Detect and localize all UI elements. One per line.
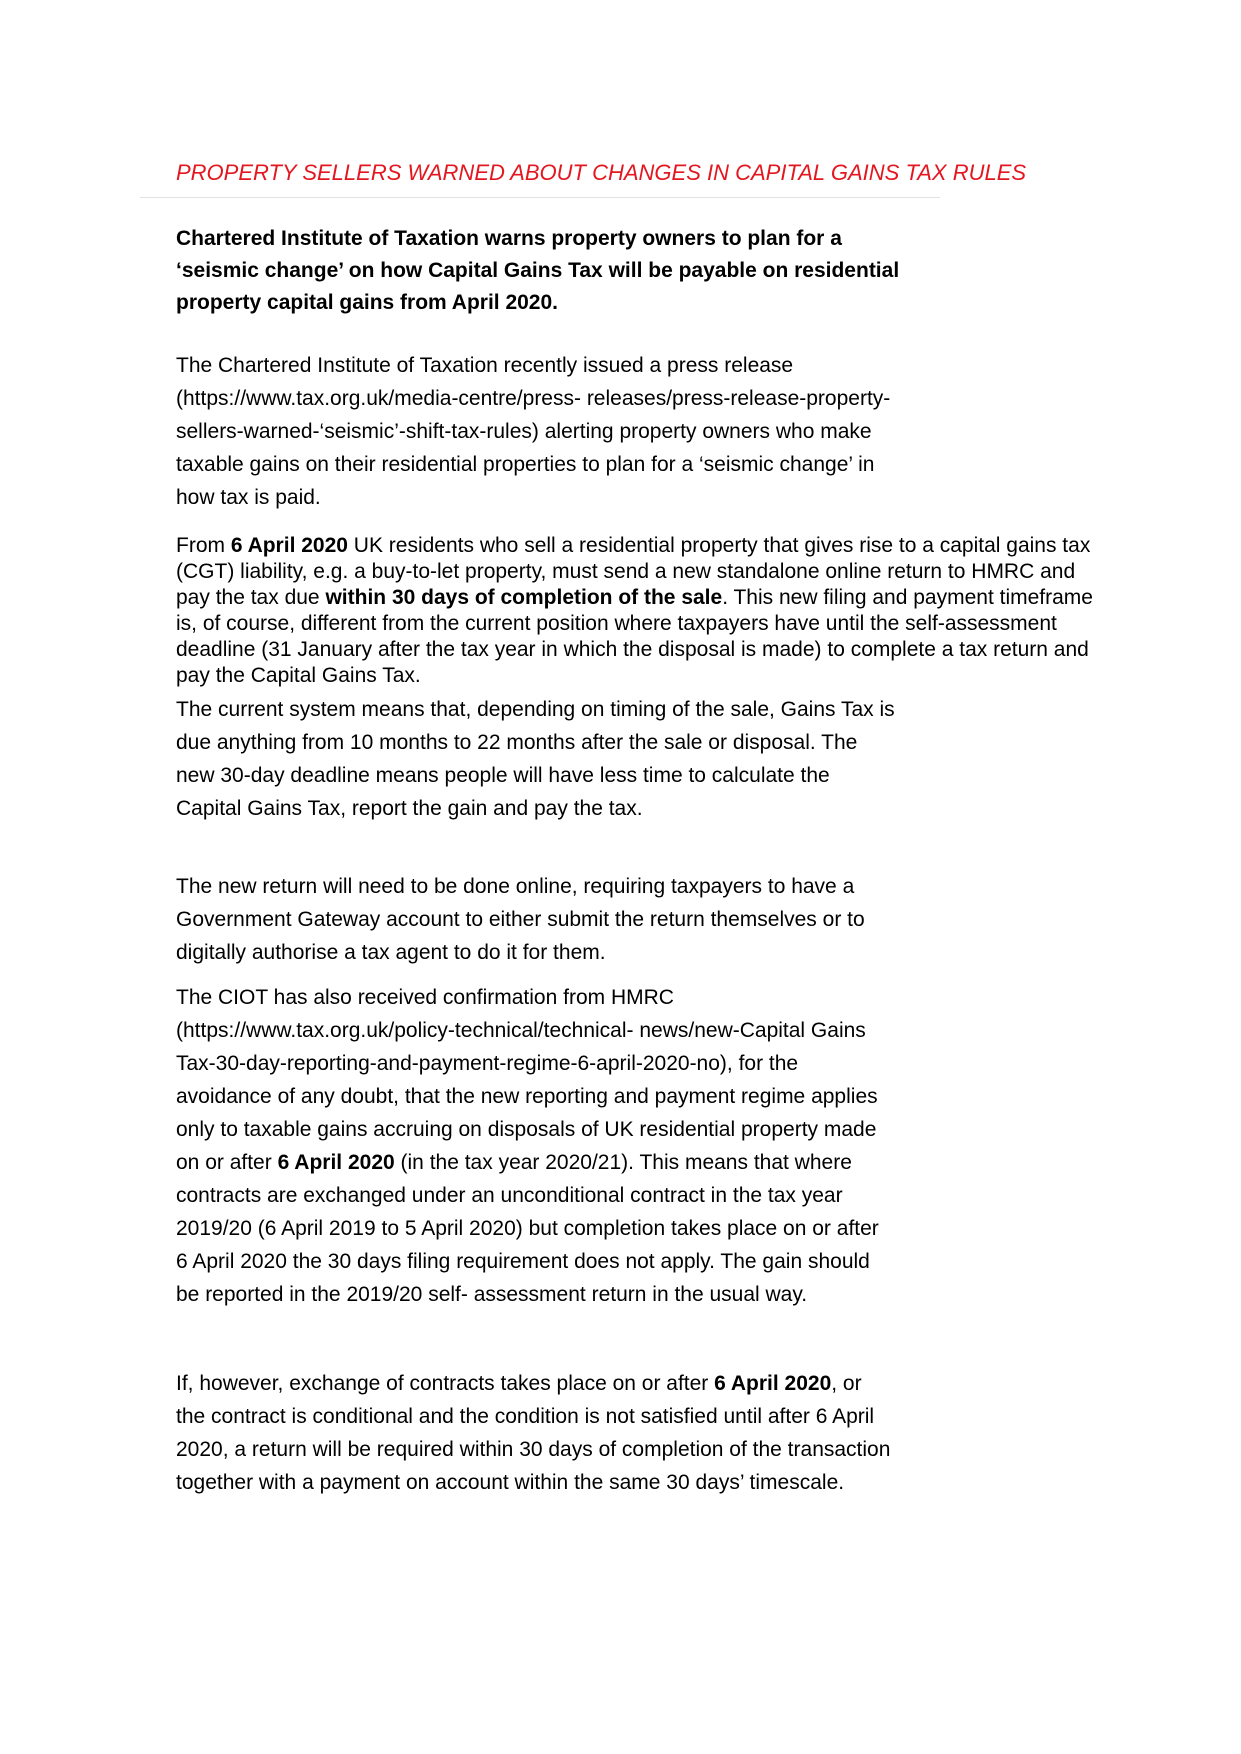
lead-paragraph: Chartered Institute of Taxation warns property owners to plan for a ‘seismic change’ on how Capital Gains Tax will be payable on residential property capital gains from April 2020. [176, 227, 900, 314]
text-span: The CIOT has also received confirmation from HMRC (https://www.tax.org.uk/policy-technical/technical- news/new-Capital Gains Tax-30-day-reporting-and-payment-regime-6-april-2020-no), for the avoidance of any doubt, that the new reporting and payment regime applies only to taxable gains accruing on disposals of UK residential property made on or after [176, 986, 878, 1174]
emphasis-date: 6 April 2020 [277, 1151, 395, 1174]
emphasis-date: 6 April 2020 [714, 1372, 832, 1395]
paragraph-hmrc-confirmation [176, 981, 896, 1311]
paragraph-exchange-of-contracts [176, 1367, 896, 1499]
text-span: . This new filing and payment timeframe is, of course, different from the current position where taxpayers have until the self-assessment deadline (31 January after the tax year in which the disposal is made) to complete a tax return and pay the Capital Gains Tax. [176, 586, 1093, 687]
text-span: , or the contract is conditional and the condition is not satisfied until after 6 April 2020, a return will be required within 30 days of completion of the transaction together with a payment on account within the same 30 days’ timescale. [176, 1372, 891, 1494]
text-span: If, however, exchange of contracts takes place on or after [176, 1372, 715, 1395]
document-title: PROPERTY SELLERS WARNED ABOUT CHANGES IN CAPITAL GAINS TAX RULES [176, 160, 1027, 185]
paragraph-new-rules [176, 533, 1106, 689]
emphasis-date: 6 April 2020 [230, 534, 348, 557]
paragraph-current-system: The current system means that, depending on timing of the sale, Gains Tax is due anything from 10 months to 22 months after the sale or disposal. The new 30-day deadline means people will have less time to calculate the Capital Gains Tax, report the gain and pay the tax. [176, 698, 895, 820]
paragraph-online-return: The new return will need to be done online, requiring taxpayers to have a Government Gateway account to either submit the return themselves or to digitally authorise a tax agent to do it for them. [176, 875, 865, 964]
text-span: From [176, 534, 231, 557]
emphasis-deadline: within 30 days of completion of the sale [325, 586, 723, 609]
text-span: (in the tax year 2020/21). This means that where contracts are exchanged under an unconditional contract in the tax year 2019/20 (6 April 2019 to 5 April 2020) but completion takes place on or after 6 April 2020 the 30 days filing requirement does not apply. The gain should be reported in the 2019/20 self- assessment return in the usual way. [176, 1151, 879, 1306]
text-span: UK residents who sell a residential property that gives rise to a capital gains tax (CGT) liability, e.g. a buy-to-let property, must send a new standalone online return to HMRC and pay the tax due [176, 534, 1091, 609]
title-divider [140, 197, 940, 198]
paragraph-press-release: The Chartered Institute of Taxation recently issued a press release (https://www.tax.org.uk/media-centre/press- releases/press-release-property-sellers-warned-‘seismic’-shift-tax-rules) alerting property owners who make taxable gains on their residential properties to plan for a ‘seismic change’ in how tax is paid. [176, 354, 891, 509]
